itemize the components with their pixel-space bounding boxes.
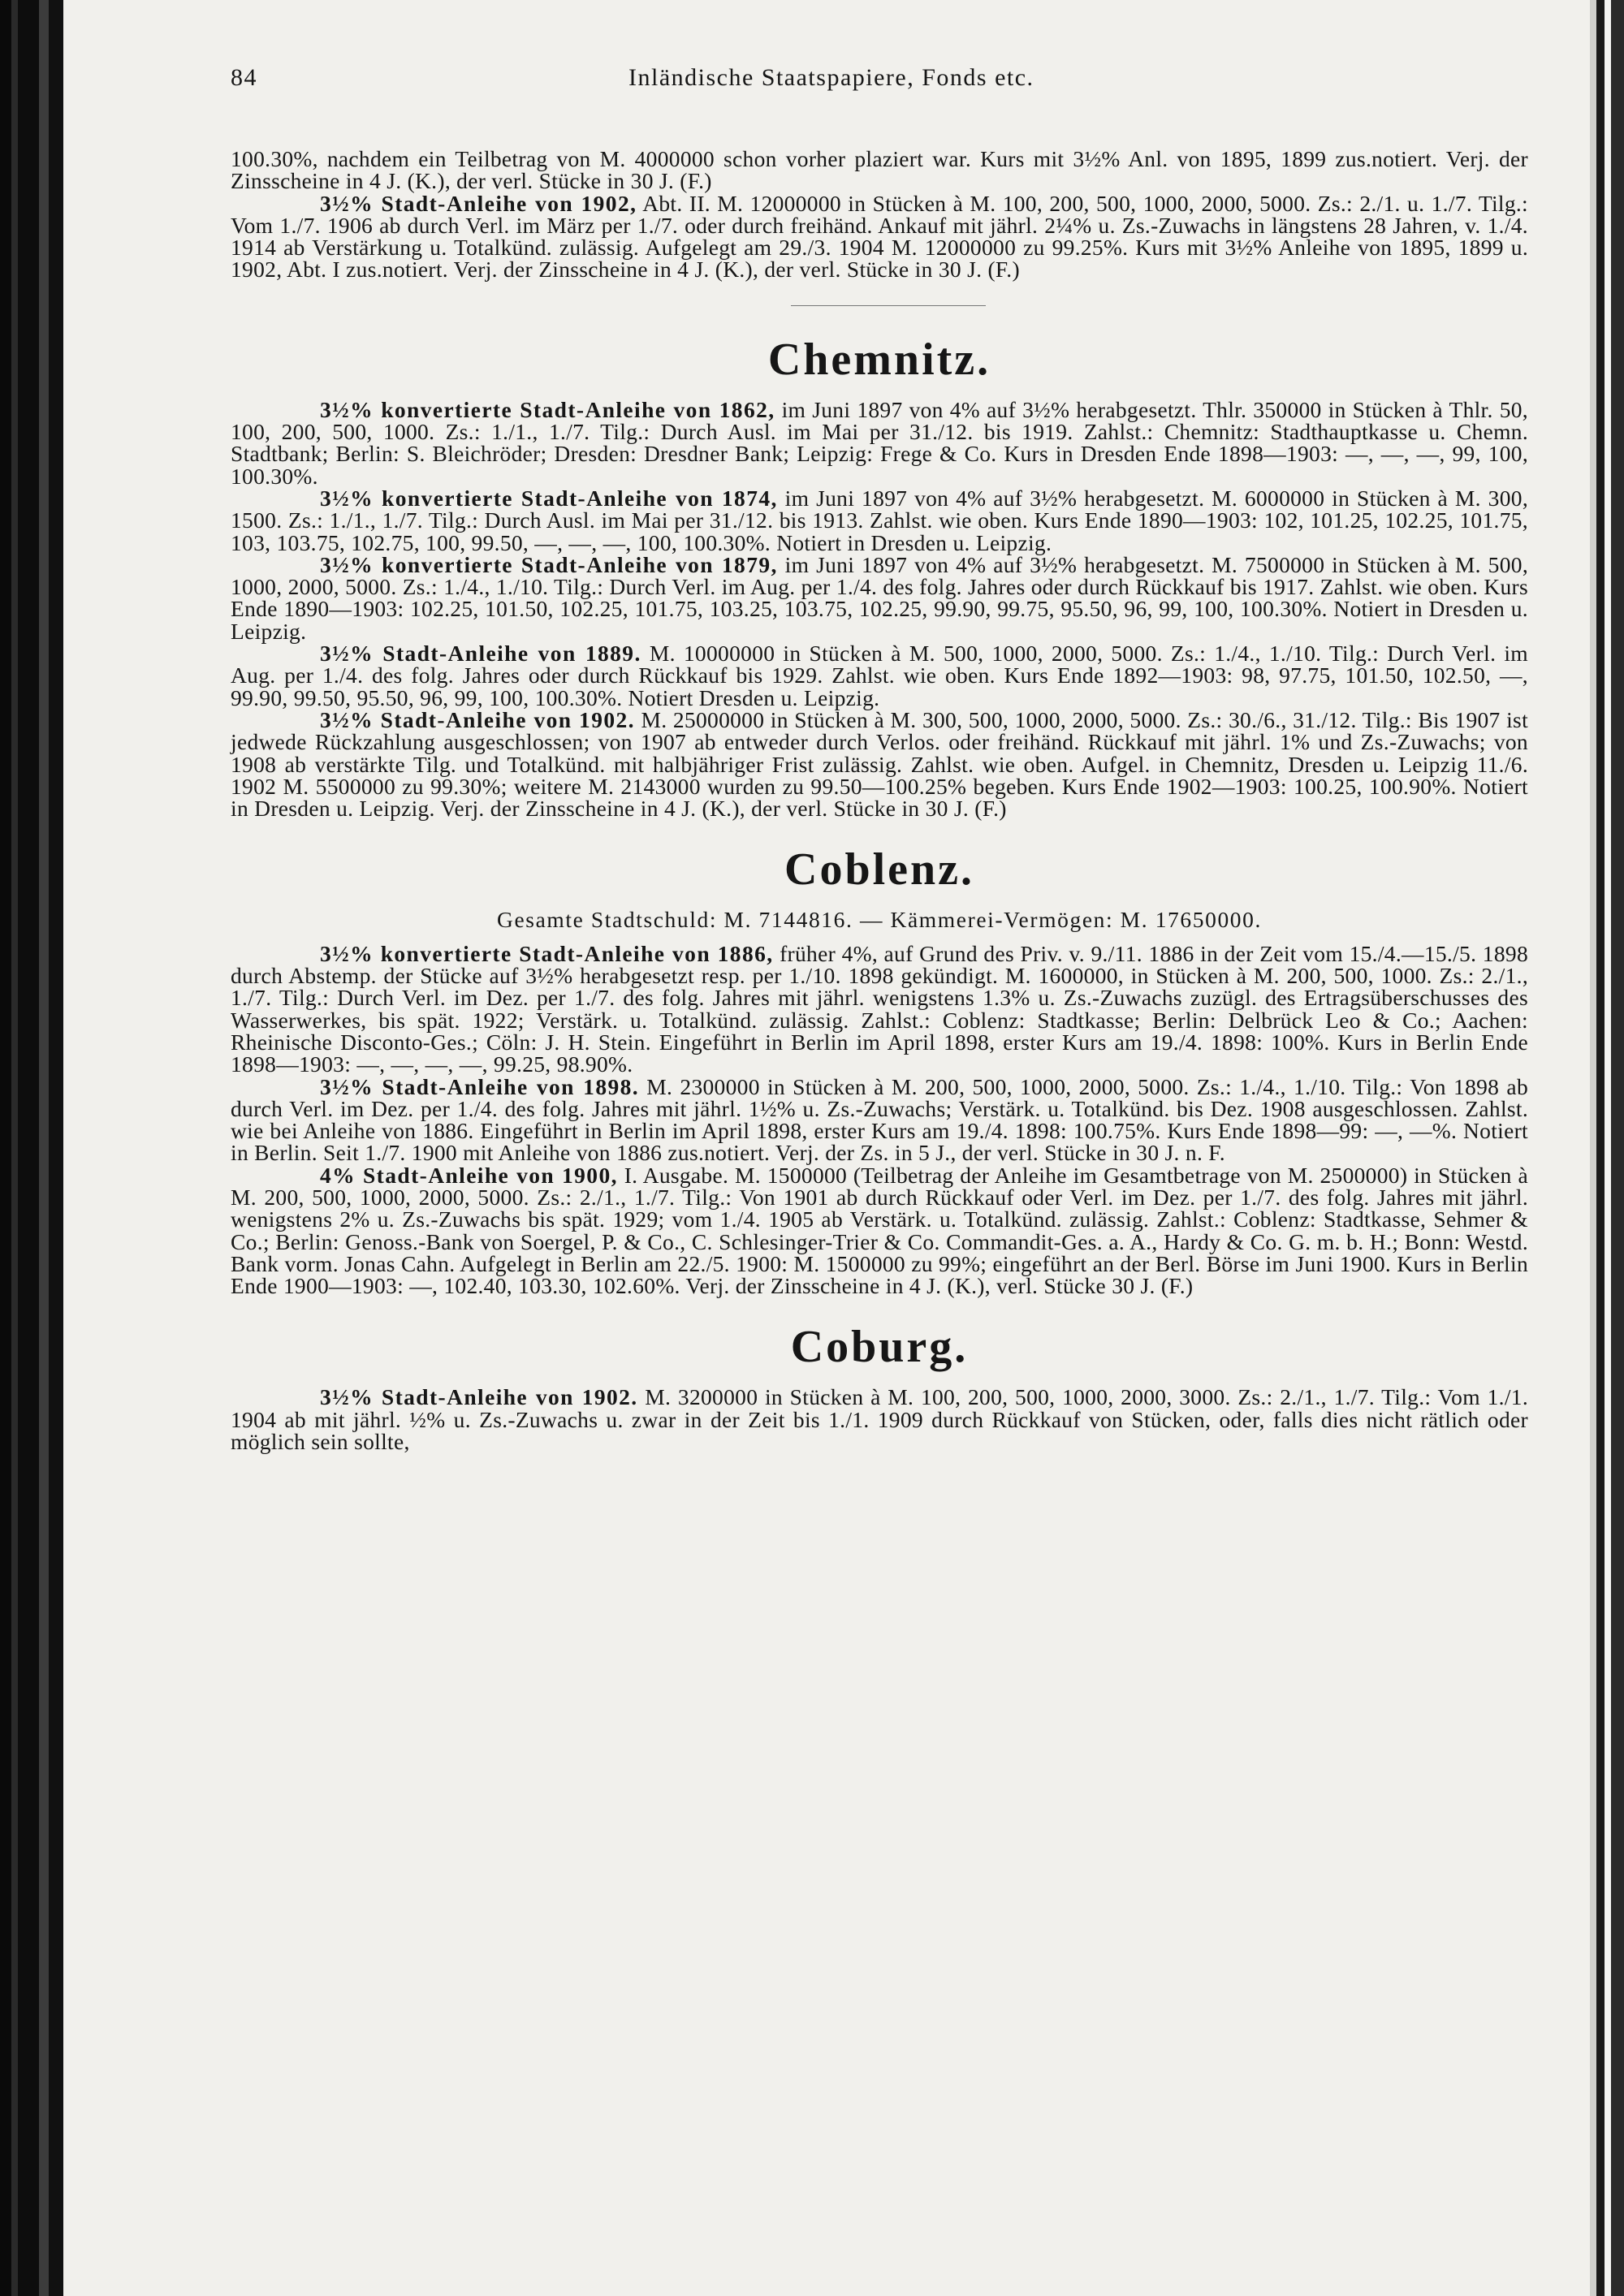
chemnitz-entry-1889 (231, 642, 1528, 709)
chemnitz-entry-1874 (231, 487, 1528, 554)
coblenz-entry-1898 (231, 1073, 1528, 1166)
chemnitz-entry-1902 (231, 706, 1529, 822)
page-number: 84 (231, 64, 257, 91)
entry-title: 3½% konvertierte Stadt-Anleihe von 1874, (320, 485, 778, 511)
entry-title: 3½% konvertierte Stadt-Anleihe von 1862, (320, 396, 775, 422)
entry-title: 4% Stadt-Anleihe von 1900, (320, 1162, 618, 1188)
coblenz-debt-summary: Gesamte Stadtschuld: M. 7144816. — Kämmerei-Vermögen: M. 17650000. (497, 907, 1262, 933)
entry-text: früher 4%, auf Grund des Priv. v. 9./11. 1886 in der Zeit vom 15./4.—15./5. 1898 durch Abstemp. der Stücke auf 3½% herabgesetzt resp. per 1./10. 1898 gekündigt. M. 1600000, in Stücken à M. 200, 500, 1000. Zs.: 2./1., 1./7. Tilg.: Durch Verl. im Dez. per 1./7. des folg. Jahres mit jährl. wenigstens 1.3% u. Zs.-Zuwachs zuzügl. des Ertragsüberschusses des Wasserwerkes, bis spät. 1922; Verstärk. u. Totalkünd. zulässig. Zahlst.: Coblenz: Stadtkasse; Berlin: Delbrück Leo & Co.; Aachen: Rheinische Disconto-Ges.; Cöln: J. H. Stein. Eingeführt in Berlin im April 1898, erster Kurs am 19./4. 1898: 100%. Kurs in Berlin Ende 1898—1903: —, —, —, —, 99.25, 98.90%. (231, 940, 1528, 1077)
page-header (231, 65, 1528, 106)
entry-text: M. 2300000 in Stücken à M. 200, 500, 1000, 2000, 5000. Zs.: 1./4., 1./10. Tilg.: Von 1898 ab durch Verl. im Dez. per 1./4. des folg. Jahres mit jährl. 1½% u. Zs.-Zuwachs; Verstärk. u. Totalkünd. bis Dez. 1908 ausgeschlossen. Zahlst. wie bei Anleihe von 1886. Eingeführt in Berlin im April 1898, erster Kurs am 19./4. 1898: 100.75%. Kurs Ende 1898—99: —, —%. Notiert in Berlin. Seit 1./7. 1900 mit Anleihe von 1886 zus.notiert. Verj. der Zs. in 5 J., der verl. Stücke in 30 J. n. F. (231, 1073, 1528, 1166)
coblenz-entry-1886 (231, 940, 1528, 1077)
entry-text: M. 3200000 in Stücken à M. 100, 200, 500, 1000, 2000, 3000. Zs.: 2./1., 1./7. Tilg.: Vom 1./1. 1904 ab mit jährl. ½% u. Zs.-Zuwachs u. zwar in der Zeit bis 1./1. 1909 durch Rückkauf von Stücken, oder, falls dies nicht rätlich oder möglich sein sollte, (231, 1384, 1529, 1455)
intro-continuation-paragraph: 100.30%, nachdem ein Teilbetrag von M. 4000000 schon vorher plaziert war. Kurs mit 3½% Anl. von 1895, 1899 zus.notiert. Verj. der Zinsscheine in 4 J. (K.), der verl. Stücke in 30 J. (F.) (231, 146, 1528, 194)
intro-entry-1902 (231, 192, 1528, 281)
entry-text: Abt. II. M. 12000000 in Stücken à M. 100, 200, 500, 1000, 2000, 5000. Zs.: 2./1. u. 1./7. Tilg.: Vom 1./7. 1906 ab durch Verl. im März per 1./7. oder durch freihänd. Ankauf mit jährl. 2¼% u. Zs.-Zuwachs in längstens 28 Jahren, v. 1./4. 1914 ab Verstärkung u. Totalkünd. zulässig. Aufgelegt am 29./3. 1904 M. 12000000 zu 99.25%. Kurs mit 3½% Anleihe von 1895, 1899 u. 1902, Abt. I zus.notiert. Verj. der Zinsscheine in 4 J. (K.), der verl. Stücke in 30 J. (F.) (231, 190, 1529, 283)
entry-text: im Juni 1897 von 4% auf 3½% herabgesetzt. M. 7500000 in Stücken à M. 500, 1000, 2000, 5000. Zs.: 1./4., 1./10. Tilg.: Durch Verl. im Aug. per 1./4. des folg. Jahres oder durch Rückkauf bis 1917. Zahlst. wie oben. Kurs Ende 1890—1903: 102.25, 101.50, 102.25, 101.75, 103.25, 103.75, 102.25, 99.90, 99.75, 95.50, 96, 99, 100, 100.30%. Notiert in Dresden u. Leipzig. (231, 551, 1528, 644)
entry-title: 3½% konvertierte Stadt-Anleihe von 1879, (320, 551, 778, 577)
entry-title: 3½% Stadt-Anleihe von 1889. (320, 641, 641, 667)
book-binding-left-edge (0, 0, 63, 2296)
entry-title: 3½% Stadt-Anleihe von 1902, (320, 190, 637, 216)
entry-title: 3½% Stadt-Anleihe von 1902. (320, 1384, 638, 1410)
entry-text: M. 25000000 in Stücken à M. 300, 500, 1000, 2000, 5000. Zs.: 30./6., 31./12. Tilg.: Bis 1907 ist jedwede Rückzahlung ausgeschlossen; von 1907 ab entweder durch Verlos. oder freihänd. Rückkauf mit jährl. 1% und Zs.-Zuwachs; von 1908 ab verstärkte Tilg. und Totalkünd. mit halbjähriger Frist zulässig. Zahlst. wie oben. Aufgel. in Chemnitz, Dresden u. Leipzig 11./6. 1902 M. 5500000 zu 99.30%; weitere M. 2143000 wurden zu 99.50—100.25% begeben. Kurs Ende 1902—1903: 100.25, 100.90%. Notiert in Dresden u. Leipzig. Verj. der Zinsscheine in 4 J. (K.), der verl. Stücke in 30 J. (F.) (231, 706, 1529, 822)
city-heading-coburg: Coburg. (790, 1322, 969, 1373)
chemnitz-entry-1879 (231, 551, 1528, 644)
entry-title: 3½% Stadt-Anleihe von 1902. (320, 706, 635, 732)
running-title: Inländische Staatspapiere, Fonds etc. (628, 64, 1034, 91)
coblenz-entry-1900 (231, 1164, 1528, 1297)
entry-text: im Juni 1897 von 4% auf 3½% herabgesetzt. M. 6000000 in Stücken à M. 300, 1500. Zs.: 1./1., 1./7. Tilg.: Durch Ausl. im Mai per 31./12. bis 1913. Zahlst. wie oben. Kurs Ende 1890—1903: 102, 101.25, 102.25, 101.75, 103, 103.75, 102.75, 100, 99.50, —, —, —, 100, 100.30%. Notiert in Dresden u. Leipzig. (231, 485, 1528, 555)
book-binding-right-edge (1590, 0, 1624, 2296)
entry-text: im Juni 1897 von 4% auf 3½% herabgesetzt. Thlr. 350000 in Stücken à Thlr. 50, 100, 200, 500, 1000. Zs.: 1./1., 1./7. Tilg.: Durch Ausl. im Mai per 31./12. bis 1919. Zahlst.: Chemnitz: Stadthauptkasse u. Chemn. Stadtbank; Berlin: S. Bleichröder; Dresden: Dresdner Bank; Leipzig: Frege & Co. Kurs in Dresden Ende 1898—1903: —, —, —, 99, 100, 100.30%. (231, 396, 1528, 489)
entry-title: 3½% konvertierte Stadt-Anleihe von 1886, (320, 940, 774, 966)
coburg-entry-1902 (231, 1384, 1529, 1455)
book-page (231, 64, 1529, 1455)
entry-title: 3½% Stadt-Anleihe von 1898. (320, 1073, 640, 1099)
section-divider (791, 305, 986, 306)
city-heading-coblenz: Coblenz. (784, 844, 974, 896)
city-heading-chemnitz: Chemnitz. (767, 334, 991, 385)
entry-text: M. 10000000 in Stücken à M. 500, 1000, 2000, 5000. Zs.: 1./4., 1./10. Tilg.: Durch Verl. im Aug. per 1./4. des folg. Jahres oder durch Rückkauf bis 1929. Zahlst. wie oben. Kurs Ende 1892—1903: 98, 97.75, 101.50, 102.50, —, 99.90, 99.50, 95.50, 96, 99, 100, 100.30%. Notiert Dresden u. Leipzig. (231, 641, 1528, 710)
chemnitz-entry-1862 (231, 396, 1528, 489)
entry-text: I. Ausgabe. M. 1500000 (Teilbetrag der Anleihe im Gesamtbetrage von M. 2500000) in Stücken à M. 200, 500, 1000, 2000, 5000. Zs.: 2./1., 1./7. Tilg.: Von 1901 ab durch Rückkauf oder Verl. im Dez. per 1./7. des folg. Jahres mit jährl. wenigstens 2% u. Zs.-Zuwachs bis spät. 1929; vom 1./4. 1905 ab Verstärk. u. Totalkünd. zulässig. Zahlst.: Coblenz: Stadtkasse, Sehmer & Co.; Berlin: Genoss.-Bank von Soergel, P. & Co., C. Schlesinger-Trier & Co. Commandit-Ges. a. A., Hardy & Co. G. m. b. H.; Bonn: Westd. Bank vorm. Jonas Cahn. Aufgelegt in Berlin am 22./5. 1900: M. 1500000 zu 99%; eingeführt an der Berl. Börse im Juni 1900. Kurs in Berlin Ende 1900—1903: —, 102.40, 103.30, 102.60%. Verj. der Zinsscheine in 4 J. (K.), verl. Stücke 30 J. (F.) (231, 1162, 1528, 1299)
